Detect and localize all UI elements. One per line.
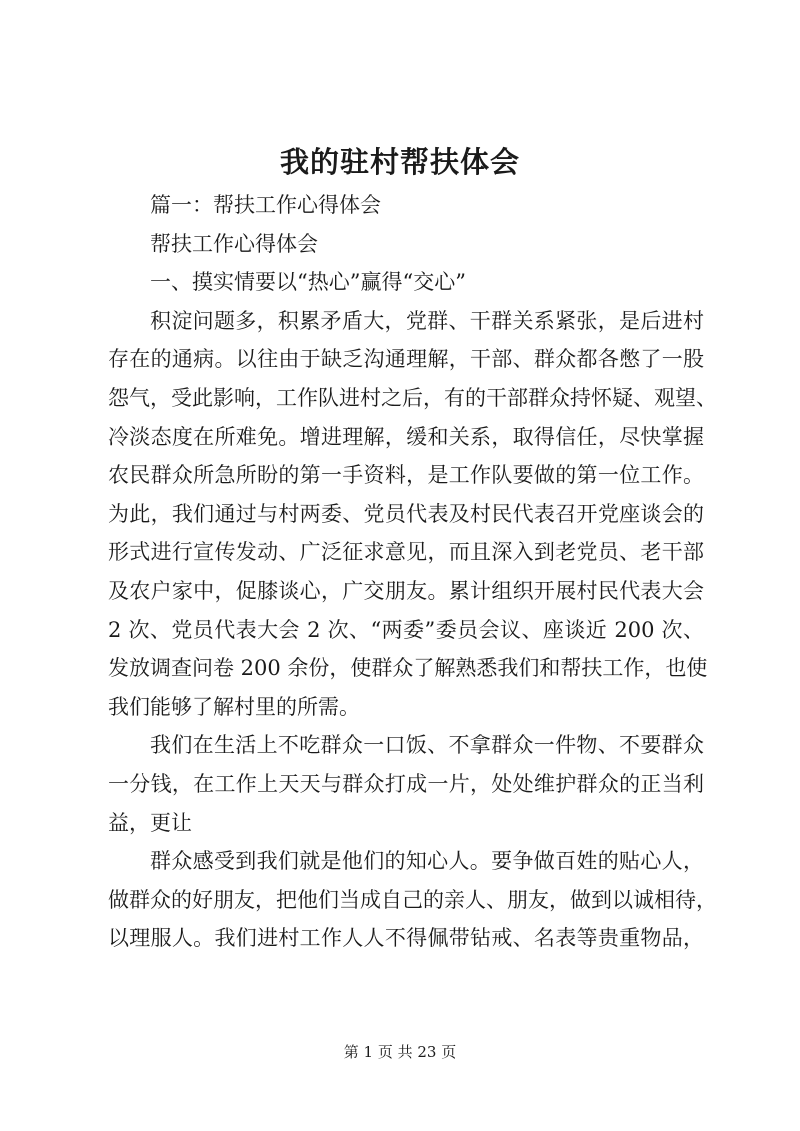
document-body xyxy=(108,186,717,958)
text-line: 冷淡态度在所难免。增进理解，缓和关系，取得信任，尽快掌握 xyxy=(108,424,704,449)
page-footer: 第 1 页 共 23 页 xyxy=(343,1043,457,1061)
text-line: 群众感受到我们就是他们的知心人。要争做百姓的贴心人， xyxy=(150,849,704,874)
text-line: 存在的通病。以往由于缺乏沟通理解，干部、群众都各憋了一股 xyxy=(108,347,704,372)
text-line: 为此，我们通过与村两委、党员代表及村民代表召开党座谈会的 xyxy=(108,501,704,526)
text-line: 一、摸实情要以“热心”赢得“交心” xyxy=(150,270,466,295)
text-line: 帮扶工作心得体会 xyxy=(150,231,318,256)
text-line: 我们在生活上不吃群众一口饭、不拿群众一件物、不要群众 xyxy=(150,733,704,758)
text-line: 2 次、党员代表大会 2 次、“两委”委员会议、座谈近 200 次、 xyxy=(108,617,704,642)
text-line: 形式进行宣传发动、广泛征求意见，而且深入到老党员、老干部 xyxy=(108,540,704,565)
text-line: 及农户家中，促膝谈心，广交朋友。累计组织开展村民代表大会 xyxy=(108,578,704,603)
text-line: 益，更让 xyxy=(108,810,192,835)
text-line: 做群众的好朋友，把他们当成自己的亲人、朋友，做到以诚相待， xyxy=(108,887,717,912)
document-title: 我的驻村帮扶体会 xyxy=(279,145,520,179)
text-line: 篇一：帮扶工作心得体会 xyxy=(150,193,381,217)
text-line: 以理服人。我们进村工作人人不得佩带钻戒、名表等贵重物品， xyxy=(108,926,704,951)
text-line: 我们能够了解村里的所需。 xyxy=(108,694,360,719)
text-line: 发放调查问卷 200 余份，使群众了解熟悉我们和帮扶工作，也使 xyxy=(108,656,708,681)
text-line: 农民群众所急所盼的第一手资料，是工作队要做的第一位工作。 xyxy=(108,463,704,488)
text-line: 积淀问题多，积累矛盾大，党群、干群关系紧张，是后进村 xyxy=(150,308,704,333)
text-line: 怨气，受此影响，工作队进村之后，有的干部群众持怀疑、观望、 xyxy=(108,385,717,410)
text-line: 一分钱，在工作上天天与群众打成一片，处处维护群众的正当利 xyxy=(108,771,704,796)
